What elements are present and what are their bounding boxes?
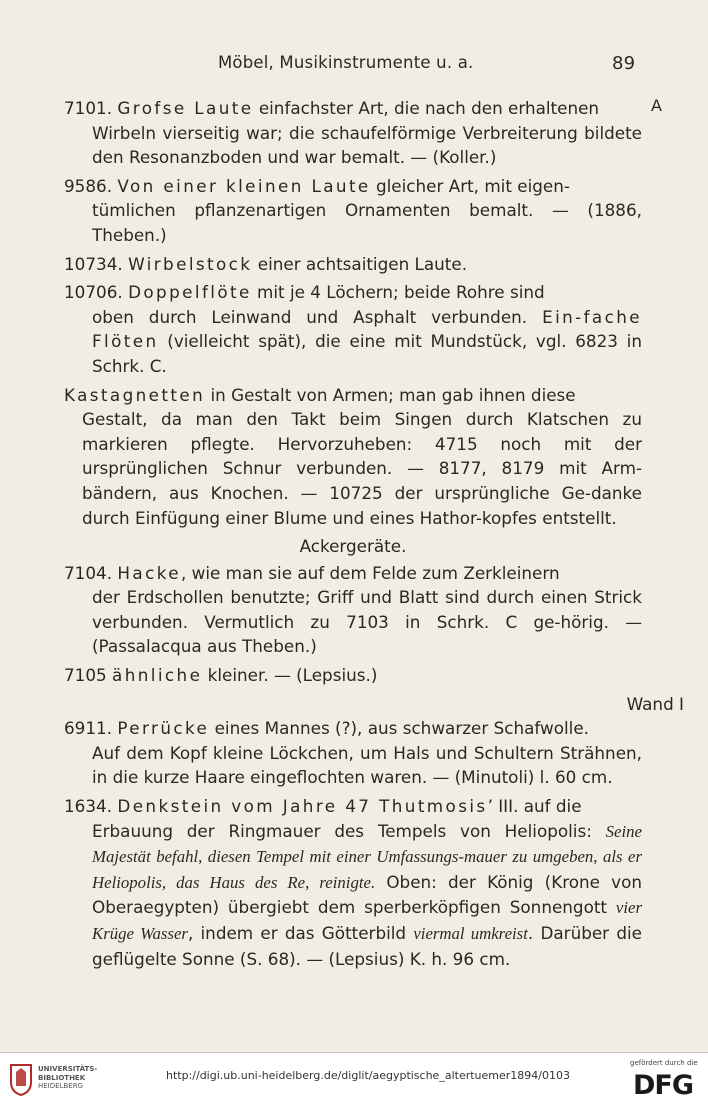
entry-term: Ein-fache Flöten — [92, 306, 642, 352]
digitization-footer — [0, 1052, 708, 1105]
running-header — [0, 53, 708, 79]
inscription-translation: Seine Majestät befahl, diesen Tempel mit einer Umfassungs-mauer zu umgeben, als er Heliopolis, das Haus des Re, reinigte. — [92, 821, 642, 892]
entry-term: Hacke — [117, 562, 181, 583]
page-body — [64, 96, 684, 975]
entry-kastagnetten: Kastagnetten in Gestalt von Armen; man gab ihnen diese Gestalt, da man den Takt beim Singen durch Klatschen zu markieren pflegte. Hervorzuheben: 4715 noch mit der ursprünglichen Schnur verbunden. — 8177, 8179 mit Arm-bändern, aus Knochen. — 10725 der ursprüngliche Ge-danke durch Einfügung einer Blume und eines Hathor-kopfes entstellt. — [64, 384, 642, 528]
entry-9586: 9586. Von einer kleinen Laute gleicher Art, mit eigen- tümlichen pflanzenartigen Ornamenten bemalt. — (1886, Theben.) — [64, 175, 642, 245]
wand-label: Wand I — [626, 693, 684, 714]
dfg-logo: DFG — [633, 1070, 694, 1101]
entry-10734: 10734. Wirbelstock einer achtsaitigen Laute. — [64, 253, 468, 274]
entry-term: Grofse Laute — [117, 98, 254, 118]
permalink-url[interactable]: http://digi.ub.uni-heidelberg.de/diglit/aegyptische_altertuemer1894/0103 — [166, 1069, 570, 1082]
entry-1634: 1634. Denkstein vom Jahre 47 Thutmosis’ III. auf die Erbauung der Ringmauer des Tempels von Heliopolis: Seine Majestät befahl, diesen Tempel mit einer Umfassungs-mauer zu umgeben, als er Heliopolis, das Haus des Re, reinigte. Oben: der König (Krone von Oberaegypten) übergiebt dem sperberköpfigen Sonnengott vier Krüge Wasser, indem er das Götterbild viermal umkreist. Darüber die geflügelte Sonne (S. 68). — (Lepsius) K. h. 96 cm. — [64, 796, 642, 969]
page-number: 89 — [612, 53, 636, 74]
entry-10706: 10706. Doppelflöte mit je 4 Löchern; beide Rohre sind oben durch Leinwand und Asphalt verbunden. Ein-fache Flöten (vielleicht spät), die eine mit Mundstück, vgl. 6823 in Schrk. C. — [64, 282, 642, 376]
entry-term: Perrücke — [117, 718, 210, 739]
entry-7104: 7104. Hacke, wie man sie auf dem Felde zum Zerkleinern der Erdschollen benutzte; Griff und Blatt sind durch einen Strick verbunden. Vermutlich zu 7103 in Schrk. C ge-hörig. — (Passalacqua aus Theben.) — [64, 562, 642, 657]
entry-term: Denkstein vom Jahre 47 Thutmosis — [117, 796, 488, 817]
university-name: UNIVERSITÄTS- BIBLIOTHEK HEIDELBERG — [38, 1065, 98, 1090]
entry-term: Von einer kleinen Laute — [117, 175, 371, 196]
university-seal-icon — [8, 1062, 34, 1096]
funding-note: gefördert durch die — [630, 1059, 698, 1067]
entry-term: Doppelflöte — [128, 282, 252, 303]
margin-mark: A — [651, 96, 662, 115]
header-title: Möbel, Musikinstrumente u. a. — [218, 53, 474, 72]
section-title: Ackergeräte. — [299, 536, 407, 557]
entry-6911: 6911. Perrücke eines Mannes (?), aus schwarzer Schafwolle. Auf dem Kopf kleine Löckchen, um Hals und Schultern Strähnen, in die kurze Haare eingeflochten waren. — (Minutoli) l. 60 cm. — [64, 718, 642, 788]
entry-term: Kastagnetten — [64, 384, 206, 405]
entry-term: Wirbelstock — [128, 253, 253, 274]
entry-7101: 7101. Grofse Laute einfachster Art, die nach den erhaltenen Wirbeln vierseitig war; die schaufelförmige Verbreiterung bildete den Resonanzboden und war bemalt. — (Koller.) — [64, 98, 642, 168]
entry-7105: 7105 ähnliche kleiner. — (Lepsius.) — [64, 665, 378, 686]
entry-term: ähnliche — [112, 665, 203, 686]
